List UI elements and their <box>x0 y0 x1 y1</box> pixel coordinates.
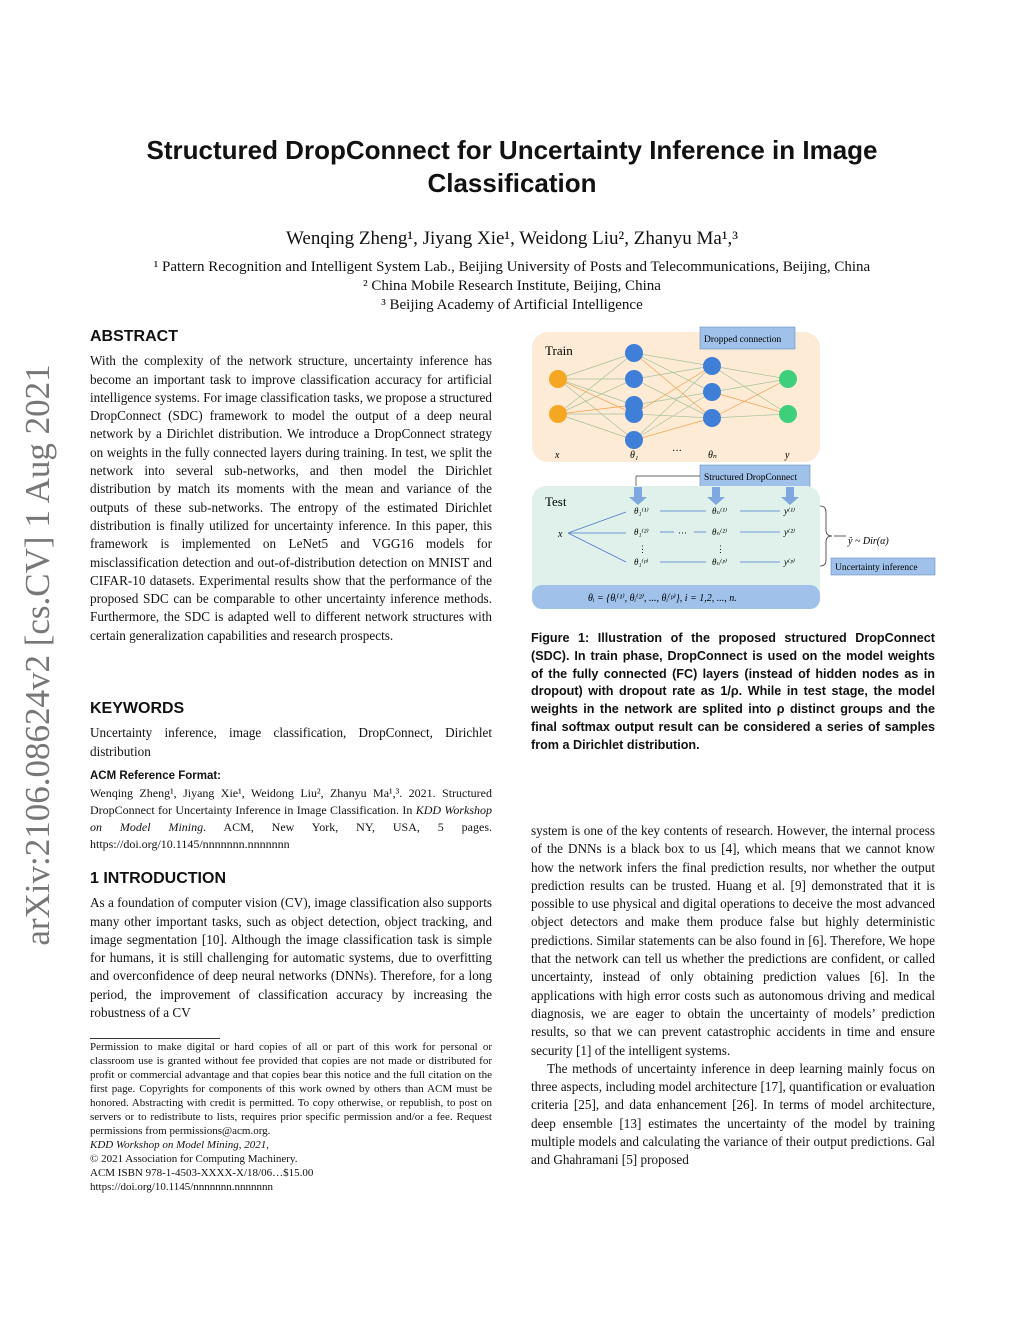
affiliation-1: ¹ Pattern Recognition and Intelligent System Lab., Beijing University of Posts and Telecommunications, Beijing, China <box>153 259 871 275</box>
authors: Wenqing Zheng¹, Jiyang Xie¹, Weidong Liu², Zhanyu Ma¹,³ <box>286 228 738 249</box>
train-panel <box>532 332 820 462</box>
title-line-2: Classification <box>427 168 597 198</box>
figure-1 <box>528 322 938 612</box>
test-thetan-1: θₙ⁽¹⁾ <box>712 506 728 516</box>
footnote-copyright: © 2021 Association for Computing Machinery. <box>90 1153 298 1165</box>
train-thetan: θₙ <box>708 450 717 461</box>
keywords-text: Uncertainty inference, image classification, DropConnect, Dirichlet distribution <box>90 725 492 759</box>
title-line-1: Structured DropConnect for Uncertainty Inference in Image <box>146 135 878 165</box>
test-theta1-2: θ₁⁽²⁾ <box>634 527 649 537</box>
formula-text: θᵢ = {θᵢ⁽¹⁾, θᵢ⁽²⁾, ..., θᵢ⁽ᵖ⁾}, i = 1,2, ..., n. <box>588 593 737 604</box>
abstract-heading: ABSTRACT <box>90 328 178 345</box>
test-label: Test <box>545 494 567 509</box>
uncertainty-label: Uncertainty inference <box>835 563 918 573</box>
test-theta1-p: θ₁⁽ᵖ⁾ <box>634 557 649 567</box>
introduction-section <box>90 870 492 1022</box>
dirichlet-label: ŷ ~ Dir(α) <box>848 536 889 547</box>
right-paragraph-1: system is one of the key contents of research. However, the internal process of the DNNs is a black box to us [4], which means that we cannot know how the network infers the final prediction results, nor whether the output prediction results can be trusted. Huang et al. [9] demonstrated that it is possible to use physical and digital operations to deceive the most advanced object detectors and make them produce false but highly deterministic predictions. Similar statements can be also found in [6]. Therefore, We hope that the network can tell us whether the predictions are confident, or called uncertainty, instead of only obtaining prediction values [6]. In the applications with high error costs such as autonomous driving and medical diagnosis, we are eager to obtain the uncertainty of models’ prediction results, so that we can prevent catastrophic accidents in time and ensure security [1] of the intelligent systems. <box>531 823 935 1058</box>
abstract-section <box>90 328 492 645</box>
acm-ref-venue: KDD Workshop on Model Mining <box>90 803 492 834</box>
footnote <box>90 1040 492 1194</box>
brace <box>820 506 832 566</box>
train-label: Train <box>545 343 573 358</box>
permission-text: Permission to make digital or hard copies of all or part of this work for personal or classroom use is granted without fee provided that copies are not made or distributed for profit or commercial advantage and that copies bear this notice and the full citation on the first page. Copyrights for components of this work owned by others than ACM must be honored. Abstracting with credit is permitted. To copy otherwise, or republish, to post on servers or to redistribute to lists, requires prior specific permission and/or a fee. Request permissions from permissions@acm.org. <box>90 1041 492 1137</box>
acm-ref-text: Wenqing Zheng¹, Jiyang Xie¹, Weidong Liu², Zhanyu Ma¹,³. 2021. Structured DropConnect for Uncertainty Inference in Image Classification. In <box>90 786 492 817</box>
test-dots: ··· <box>678 528 687 538</box>
test-theta1-1: θ₁⁽¹⁾ <box>634 506 649 516</box>
train-theta1: θ₁ <box>630 450 639 461</box>
right-column-text <box>531 822 935 1170</box>
train-x: x <box>555 450 560 461</box>
test-y-p: y⁽ᵖ⁾ <box>784 557 795 567</box>
test-thetan-2: θₙ⁽²⁾ <box>712 527 728 537</box>
keywords-section <box>90 700 492 761</box>
acm-reference <box>90 768 492 853</box>
keywords-heading: KEYWORDS <box>90 700 185 717</box>
figure-caption: Figure 1: Illustration of the proposed structured DropConnect (SDC). In train phase, DropConnect is used on the model weights of the fully connected (FC) layers (instead of hidden nodes as in dropout) with dropout rate as 1/ρ. While in test stage, the model weights in the network are splited into ρ distinct groups and the final softmax output result can be considered a series of samples from a Dirichlet distribution. <box>531 631 935 752</box>
test-vdots-1: ⋮ <box>638 544 647 554</box>
train-y: y <box>785 450 790 461</box>
test-thetan-p: θₙ⁽ᵖ⁾ <box>712 557 728 567</box>
arxiv-stamp <box>16 355 60 955</box>
paper-title <box>80 134 944 200</box>
footnote-rule <box>90 1038 220 1039</box>
dropped-connection-label: Dropped connection <box>704 335 782 345</box>
footnote-isbn: ACM ISBN 978-1-4503-XXXX-X/18/06…$15.00 <box>90 1167 314 1179</box>
acm-ref-text-after: . ACM, New York, NY, USA, 5 pages. https://doi.org/10.1145/nnnnnnn.nnnnnnn <box>90 820 493 851</box>
test-y-1: y⁽¹⁾ <box>784 506 796 516</box>
abstract-text: With the complexity of the network structure, uncertainty inference has become an important task to improve classification accuracy for artificial intelligence systems. For image classification tasks, we propose a structured DropConnect (SDC) framework to model the output of a deep neural network by a Dirichlet distribution. We introduce a DropConnect strategy on weights in the fully connected layers during training. In test, we split the network into several sub-networks, and then model the Dirichlet distribution by match its moments with the mean and variance of the outputs of these sub-networks. The entropy of the estimated Dirichlet distribution is finally utilized for uncertainty inference. In this paper, this framework is implemented on LeNet5 and VGG16 models for misclassification detection and out-of-distribution detection on MNIST and CIFAR-10 datasets. Experimental results show that the performance of the proposed SDC can be comparable to other uncertainty inference methods. Furthermore, the SDC is adapted well to different network structures with certain generalization capabilities and research prospects. <box>90 353 492 643</box>
train-dots: ··· <box>672 446 682 457</box>
test-vdots-2: ⋮ <box>716 544 725 554</box>
footnote-doi: https://doi.org/10.1145/nnnnnnn.nnnnnnn <box>90 1181 274 1193</box>
affiliation-3: ³ Beijing Academy of Artificial Intelligence <box>381 297 643 313</box>
arxiv-id: arXiv:2106.08624v2 [cs.CV] 1 Aug 2021 <box>18 364 57 946</box>
intro-text: As a foundation of computer vision (CV), image classification also supports many other important tasks, such as object detection, object tracking, and image segmentation [10]. Although the image classification task is simple for humans, it is still challenging for automatic systems, due to overfitting and overconfidence of deep neural networks (DNNs). Therefore, for a long period, the improvement of classification accuracy by increasing the robustness of a CV <box>90 895 492 1021</box>
sdc-label: Structured DropConnect <box>704 473 798 483</box>
intro-heading: 1 INTRODUCTION <box>90 870 226 887</box>
acm-ref-heading: ACM Reference Format: <box>90 770 221 782</box>
affiliation-2: ² China Mobile Research Institute, Beijing, China <box>363 278 661 294</box>
right-paragraph-2: The methods of uncertainty inference in deep learning mainly focus on three aspects, including model architecture [17], quantification or evaluation criteria [25], and data enhancement [26]. In terms of model architecture, deep ensemble [13] estimates the uncertainty of the model by training multiple models and calculating the variance of their output predictions. Gal and Ghahramani [5] proposed <box>531 1060 935 1168</box>
test-y-2: y⁽²⁾ <box>784 527 796 537</box>
test-x: x <box>558 529 563 540</box>
footnote-venue: KDD Workshop on Model Mining, 2021, <box>90 1139 269 1151</box>
